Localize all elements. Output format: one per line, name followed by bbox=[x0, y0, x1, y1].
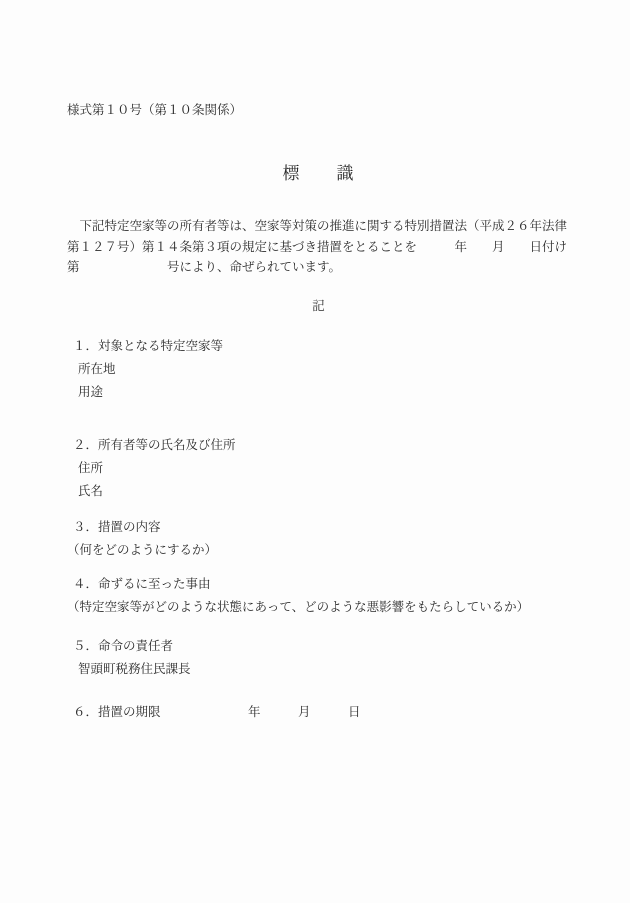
body-paragraph bbox=[67, 216, 570, 278]
responsible-person-title: 智頭町税務住民課長 bbox=[78, 661, 191, 676]
name-label: 氏名 bbox=[78, 483, 104, 498]
document-title: 標 識 bbox=[282, 164, 355, 183]
paragraph-line-3-with-number-blank: 第 号により、命ぜられています。 bbox=[67, 260, 342, 274]
order-reason-note: （特定空家等がどのような状態にあって、どのような悪影響をもたらしているか） bbox=[67, 599, 530, 614]
item-measure-content bbox=[67, 516, 570, 562]
item-owner-info bbox=[67, 434, 570, 503]
item-measure-deadline-heading: ６．措置の期限 年 月 日 bbox=[73, 704, 361, 719]
item-target-property-heading: １．対象となる特定空家等 bbox=[73, 338, 224, 353]
item-responsible-person-heading: ５．命令の責任者 bbox=[73, 638, 174, 653]
use-label: 用途 bbox=[78, 384, 104, 399]
measure-content-note: （何をどのようにするか） bbox=[67, 542, 218, 557]
location-label: 所在地 bbox=[78, 361, 116, 376]
paragraph-line-2-with-date-blanks: 第１２７号）第１４条第３項の規定に基づき措置をとることを 年 月 日付け bbox=[67, 239, 568, 254]
record-marker: 記 bbox=[312, 298, 325, 313]
address-label: 住所 bbox=[78, 460, 104, 475]
item-measure-deadline bbox=[67, 701, 570, 724]
item-responsible-person bbox=[67, 635, 570, 681]
item-order-reason-heading: ４．命ずるに至った事由 bbox=[73, 576, 211, 591]
paragraph-line-1: 下記特定空家等の所有者等は、空家等対策の推進に関する特別措置法（平成２６年法律 bbox=[67, 219, 568, 233]
item-owner-info-heading: ２．所有者等の氏名及び住所 bbox=[73, 437, 236, 452]
item-target-property bbox=[67, 335, 570, 404]
item-order-reason bbox=[67, 573, 570, 619]
item-measure-content-heading: ３．措置の内容 bbox=[73, 519, 161, 534]
form-number: 様式第１０号（第１０条関係） bbox=[67, 103, 243, 117]
